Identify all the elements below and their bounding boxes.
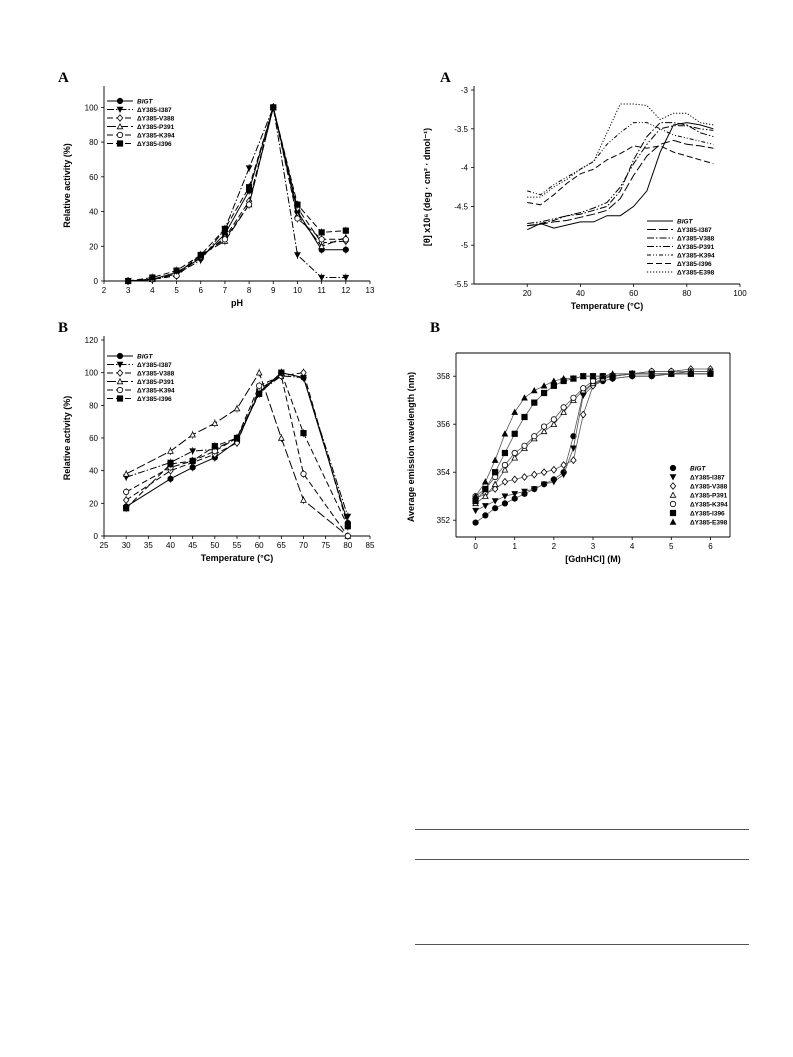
data-point xyxy=(502,501,507,506)
data-point xyxy=(502,462,507,467)
data-point xyxy=(483,486,488,491)
data-point xyxy=(212,443,217,448)
legend-label: BlGT xyxy=(137,353,153,361)
data-point xyxy=(295,253,300,258)
y-axis-label: Average emission wavelength (nm) xyxy=(406,371,416,523)
data-point xyxy=(271,105,276,110)
x-tick-label: 5 xyxy=(669,542,674,551)
data-point xyxy=(581,386,586,391)
legend xyxy=(107,353,175,403)
x-tick-label: 2 xyxy=(101,286,107,295)
series-line xyxy=(527,123,713,226)
data-point xyxy=(512,450,517,455)
legend-label: ΔY385-K394 xyxy=(137,387,175,395)
data-point xyxy=(492,506,497,511)
data-point xyxy=(561,462,566,469)
x-axis-label: [GdnHCl] (M) xyxy=(565,554,621,564)
series-ΔY385-K394 xyxy=(527,123,713,195)
legend-label: ΔY385-V388 xyxy=(677,235,715,243)
y-tick-label: -4 xyxy=(460,163,468,173)
data-point xyxy=(212,421,217,426)
series-line xyxy=(476,371,711,496)
x-tick-label: 1 xyxy=(512,542,517,551)
x-tick-label: 65 xyxy=(276,541,286,550)
x-tick-label: 80 xyxy=(343,541,353,550)
panel-label: A xyxy=(58,70,69,86)
data-point xyxy=(492,482,497,487)
x-tick-label: 75 xyxy=(321,541,331,550)
series-line xyxy=(527,146,713,205)
legend-marker xyxy=(117,387,122,392)
data-point xyxy=(483,479,488,484)
x-tick-label: 70 xyxy=(299,541,308,550)
data-point xyxy=(168,461,173,466)
data-point xyxy=(174,268,179,273)
x-tick-label: 3 xyxy=(590,542,596,551)
legend-label: ΔY385-V388 xyxy=(690,483,728,491)
legend-label: BlGT xyxy=(690,465,706,473)
data-point xyxy=(246,202,251,207)
x-tick-label: 35 xyxy=(143,541,153,550)
data-point xyxy=(123,497,128,504)
panel-cd-melting xyxy=(400,0,793,320)
data-point xyxy=(541,424,546,429)
x-tick-label: 6 xyxy=(198,286,203,295)
data-point xyxy=(256,383,261,388)
x-tick-label: 80 xyxy=(682,289,692,298)
x-tick-label: 4 xyxy=(629,542,635,551)
y-tick-label: 60 xyxy=(89,172,98,182)
data-point xyxy=(502,494,507,499)
y-tick-label: -5 xyxy=(460,241,468,251)
data-point xyxy=(301,430,306,435)
x-tick-label: 2 xyxy=(551,542,557,551)
legend xyxy=(647,218,715,276)
data-point xyxy=(571,457,576,464)
legend-label: ΔY385-I396 xyxy=(137,140,172,148)
legend-marker xyxy=(117,370,122,377)
y-axis-label: Relative activity (%) xyxy=(62,143,72,228)
legend-marker xyxy=(117,98,122,103)
data-point xyxy=(301,497,306,502)
temperature-activity-chart xyxy=(0,315,400,595)
series-line xyxy=(527,104,713,197)
legend-label: ΔY385-K394 xyxy=(677,252,715,260)
data-point xyxy=(295,202,300,207)
x-axis-label: pH xyxy=(231,298,243,308)
table-rule-bottom xyxy=(415,944,749,945)
y-tick-label: -4.5 xyxy=(454,202,468,212)
legend-marker xyxy=(670,465,675,470)
data-point xyxy=(345,533,350,538)
legend-label: ΔY385-E398 xyxy=(677,269,715,277)
legend-marker xyxy=(117,353,122,358)
data-point xyxy=(502,450,507,455)
x-tick-label: 11 xyxy=(317,286,326,295)
data-point xyxy=(279,370,284,375)
y-tick-label: 0 xyxy=(93,532,98,541)
series-line xyxy=(476,374,711,501)
x-tick-label: 12 xyxy=(341,286,351,295)
data-point xyxy=(483,504,488,509)
legend-label: ΔY385-V388 xyxy=(137,115,175,123)
data-point xyxy=(532,388,537,393)
panel-label: A xyxy=(440,70,451,86)
data-point xyxy=(581,393,586,398)
legend-marker xyxy=(117,141,122,146)
series-ΔY385-V388 xyxy=(527,123,713,226)
y-axis-label: [θ] x10⁶ (deg · cm² · dmol⁻¹) xyxy=(422,127,432,247)
legend-marker xyxy=(670,483,675,490)
y-tick-label: 352 xyxy=(436,516,450,526)
x-tick-label: 60 xyxy=(254,541,264,550)
series-BlGT xyxy=(473,371,713,525)
data-point xyxy=(343,237,348,242)
data-point xyxy=(198,252,203,257)
y-tick-label: 40 xyxy=(89,207,98,217)
y-tick-label: 120 xyxy=(84,336,98,345)
data-point xyxy=(123,489,128,494)
legend-marker xyxy=(117,396,122,401)
data-point xyxy=(561,472,566,477)
data-point xyxy=(581,411,586,418)
x-tick-label: 25 xyxy=(99,541,109,550)
legend-label: ΔY385-I396 xyxy=(137,395,172,403)
series-line xyxy=(476,371,711,496)
data-point xyxy=(343,228,348,233)
data-point xyxy=(571,395,576,400)
data-point xyxy=(256,370,261,375)
data-point xyxy=(234,406,239,411)
y-axis-label: Relative activity (%) xyxy=(62,395,72,481)
data-point xyxy=(532,400,537,405)
x-tick-label: 8 xyxy=(246,286,252,295)
data-point xyxy=(234,435,239,440)
y-tick-label: -5.5 xyxy=(454,280,468,289)
legend xyxy=(107,98,175,148)
x-tick-label: 100 xyxy=(733,289,747,298)
data-point xyxy=(190,449,195,454)
panel-ph-activity xyxy=(0,0,400,320)
data-point xyxy=(522,395,527,400)
legend-label: ΔY385-I396 xyxy=(677,260,712,268)
legend xyxy=(670,465,728,526)
data-point xyxy=(541,383,546,388)
series-line xyxy=(476,371,711,503)
legend-label: BlGT xyxy=(137,98,153,106)
legend-label: ΔY385-K394 xyxy=(690,501,728,509)
y-tick-label: 100 xyxy=(84,368,98,378)
data-point xyxy=(561,405,566,410)
legend-label: ΔY385-I396 xyxy=(690,510,725,518)
legend-label: BlGT xyxy=(677,218,693,226)
y-tick-label: 0 xyxy=(93,277,98,286)
x-axis-label: Temperature (°C) xyxy=(200,553,274,563)
y-tick-label: 80 xyxy=(89,401,98,411)
panel-gdnhcl-denaturation xyxy=(400,315,793,600)
data-point xyxy=(190,458,195,463)
data-point xyxy=(541,390,546,395)
x-tick-label: 4 xyxy=(150,286,155,295)
data-point xyxy=(541,469,546,476)
x-tick-label: 45 xyxy=(188,541,198,550)
x-tick-label: 40 xyxy=(166,541,175,550)
data-point xyxy=(492,470,497,475)
x-tick-label: 7 xyxy=(222,286,228,295)
data-point xyxy=(512,476,517,483)
data-point xyxy=(512,431,517,436)
data-point xyxy=(502,479,507,486)
data-point xyxy=(190,432,195,437)
data-point xyxy=(522,474,527,481)
series-line xyxy=(527,123,713,230)
data-point xyxy=(150,275,155,280)
data-point xyxy=(279,435,284,440)
x-tick-label: 9 xyxy=(271,286,276,295)
series-ΔY385-I387 xyxy=(473,372,713,514)
x-tick-label: 10 xyxy=(293,286,302,295)
legend-marker xyxy=(670,510,675,515)
cd-melting-chart xyxy=(400,0,793,320)
data-point xyxy=(492,499,497,504)
x-tick-label: 85 xyxy=(365,541,375,550)
data-point xyxy=(125,278,130,283)
legend-marker xyxy=(670,519,675,524)
y-tick-label: 100 xyxy=(84,103,98,113)
data-point xyxy=(301,471,306,476)
legend-marker xyxy=(670,475,675,480)
ph-activity-chart xyxy=(0,0,400,320)
x-tick-label: 20 xyxy=(522,289,532,298)
data-point xyxy=(123,471,128,476)
data-point xyxy=(222,226,227,231)
data-point xyxy=(319,230,324,235)
data-point xyxy=(483,513,488,518)
legend-label: ΔY385-V388 xyxy=(137,370,175,378)
legend-marker xyxy=(117,132,122,137)
legend-marker xyxy=(117,115,122,122)
data-point xyxy=(502,431,507,436)
data-point xyxy=(551,417,556,422)
panel-temperature-activity xyxy=(0,315,400,595)
x-tick-label: 60 xyxy=(629,289,639,298)
legend-label: ΔY385-P391 xyxy=(137,378,175,386)
data-point xyxy=(319,237,324,242)
data-point xyxy=(473,520,478,525)
y-tick-label: 60 xyxy=(89,434,98,443)
x-axis-label: Temperature (°C) xyxy=(570,301,644,311)
y-tick-label: -3.5 xyxy=(454,124,468,134)
x-tick-label: 6 xyxy=(708,542,713,551)
data-point xyxy=(532,434,537,439)
x-tick-label: 50 xyxy=(210,541,220,550)
x-tick-label: 55 xyxy=(232,541,242,550)
series-line xyxy=(527,123,713,195)
series-line xyxy=(476,374,711,523)
table-rule-middle xyxy=(415,859,749,860)
data-point xyxy=(345,524,350,529)
x-tick-label: 13 xyxy=(365,286,375,295)
legend-label: ΔY385-I387 xyxy=(677,226,712,234)
table-rule-top xyxy=(415,829,749,830)
y-tick-label: -3 xyxy=(460,86,468,95)
legend-label: ΔY385-I387 xyxy=(137,361,172,369)
legend-marker xyxy=(670,492,675,497)
y-tick-label: 20 xyxy=(89,242,98,252)
series-ΔY385-I396 xyxy=(473,371,713,504)
data-point xyxy=(123,506,128,511)
legend-label: ΔY385-P391 xyxy=(677,243,715,251)
series-ΔY385-V388 xyxy=(473,366,713,502)
x-tick-label: 40 xyxy=(575,289,585,298)
series-BlGT xyxy=(527,123,713,230)
legend-label: ΔY385-I387 xyxy=(690,474,725,482)
data-point xyxy=(246,185,251,190)
data-point xyxy=(532,471,537,478)
x-tick-label: 0 xyxy=(473,542,478,551)
y-tick-label: 356 xyxy=(436,420,450,430)
data-point xyxy=(222,237,227,242)
legend-label: ΔY385-K394 xyxy=(137,132,175,140)
legend-label: ΔY385-P391 xyxy=(137,123,175,131)
panel-label: B xyxy=(430,320,441,336)
y-tick-label: 80 xyxy=(89,138,98,148)
x-tick-label: 30 xyxy=(121,541,131,550)
data-point xyxy=(522,443,527,448)
data-point xyxy=(168,476,173,481)
legend-label: ΔY385-P391 xyxy=(690,492,728,500)
series-ΔY385-E398 xyxy=(527,104,713,197)
series-ΔY385-I396 xyxy=(527,146,713,205)
x-tick-label: 3 xyxy=(125,286,131,295)
y-tick-label: 354 xyxy=(436,468,450,478)
data-point xyxy=(492,458,497,463)
data-point xyxy=(246,166,251,171)
data-point xyxy=(256,391,261,396)
legend-label: ΔY385-I387 xyxy=(137,106,172,114)
y-tick-label: 40 xyxy=(89,466,98,476)
legend-label: ΔY385-E398 xyxy=(690,519,728,527)
data-point xyxy=(473,498,478,503)
y-tick-label: 20 xyxy=(89,499,98,509)
panel-label: B xyxy=(58,320,69,336)
series-ΔY385-P391 xyxy=(527,126,713,224)
data-point xyxy=(343,247,348,252)
y-tick-label: 358 xyxy=(436,372,450,382)
data-point xyxy=(551,467,556,474)
data-point xyxy=(295,216,300,221)
data-point xyxy=(473,508,478,513)
data-point xyxy=(551,383,556,388)
series-line xyxy=(527,126,713,224)
legend-marker xyxy=(670,501,675,506)
data-point xyxy=(522,414,527,419)
x-tick-label: 5 xyxy=(174,286,179,295)
gdnhcl-denaturation-chart xyxy=(400,315,793,600)
data-point xyxy=(512,410,517,415)
